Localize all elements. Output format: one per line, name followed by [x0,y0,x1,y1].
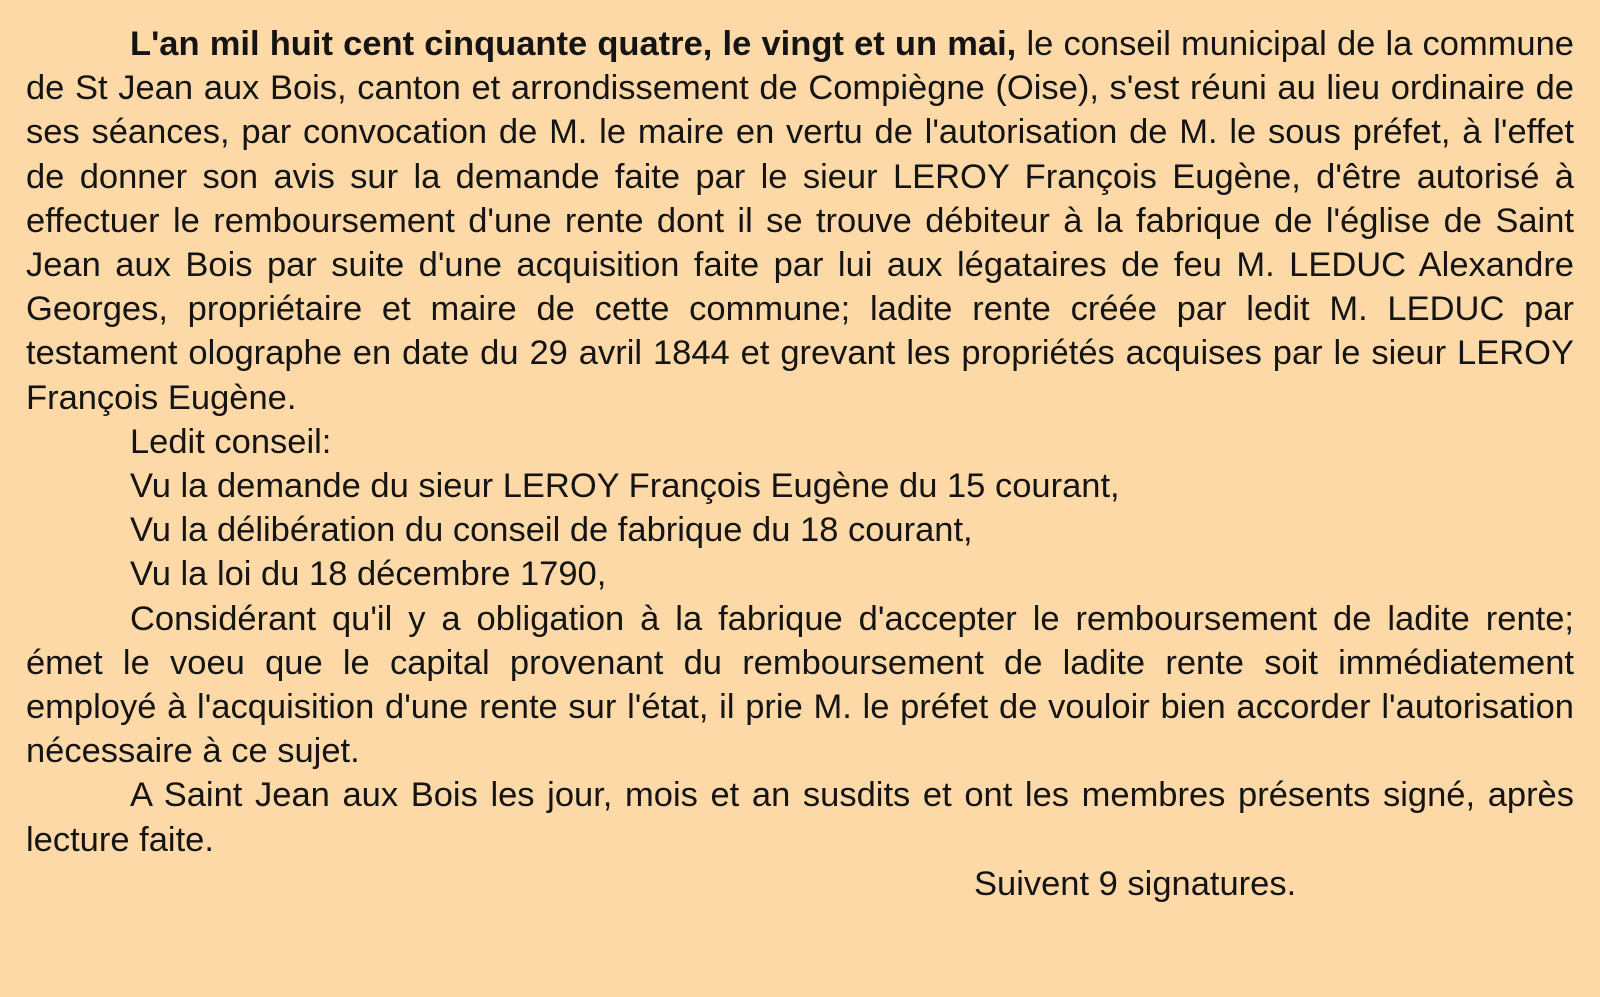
opening-body-text: le conseil municipal de la commune de St Jean aux Bois, canton et arrondissement de Compiègne (Oise), s'est réuni au lieu ordinaire de ses séances, par convocation de M. le maire en vertu de l'autorisation de M. le sous préfet, à l'effet de donner son avis sur la demande faite par le sieur LEROY François Eugène, d'être autorisé à effectuer le remboursement d'une rente dont il se trouve débiteur à la fabrique de l'église de Saint Jean aux Bois par suite d'une acquisition faite par lui aux légataires de feu M. LEDUC Alexandre Georges, propriétaire et maire de cette commune; ladite rente créée par ledit M. LEDUC par testament olographe en date du 29 avril 1844 et grevant les propriétés acquises par le sieur LEROY François Eugène. [26,25,1574,417]
signatures-line: Suivent 9 signatures. [974,864,1297,903]
whereas-line-2: Vu la délibération du conseil de fabrique du 18 courant, [130,511,973,550]
whereas-line-3: Vu la loi du 18 décembre 1790, [130,555,607,594]
considering-paragraph: Considérant qu'il y a obligation à la fabrique d'accepter le remboursement de ladite rente; émet le voeu que le capital provenant du remboursement de ladite rente soit immédiatement employé à l'acquisition d'une rente sur l'état, il prie M. le préfet de vouloir bien accorder l'autorisation nécessaire à ce sujet. [26,599,1574,771]
closing-paragraph: A Saint Jean aux Bois les jour, mois et an susdits et ont les membres présents signé, après lecture faite. [26,776,1574,859]
whereas-line-1: Vu la demande du sieur LEROY François Eugène du 15 courant, [130,467,1120,506]
opening-date-lead: L'an mil huit cent cinquante quatre, le vingt et un mai, [130,25,1017,63]
council-line: Ledit conseil: [130,422,332,461]
opening-paragraph [26,22,1574,420]
